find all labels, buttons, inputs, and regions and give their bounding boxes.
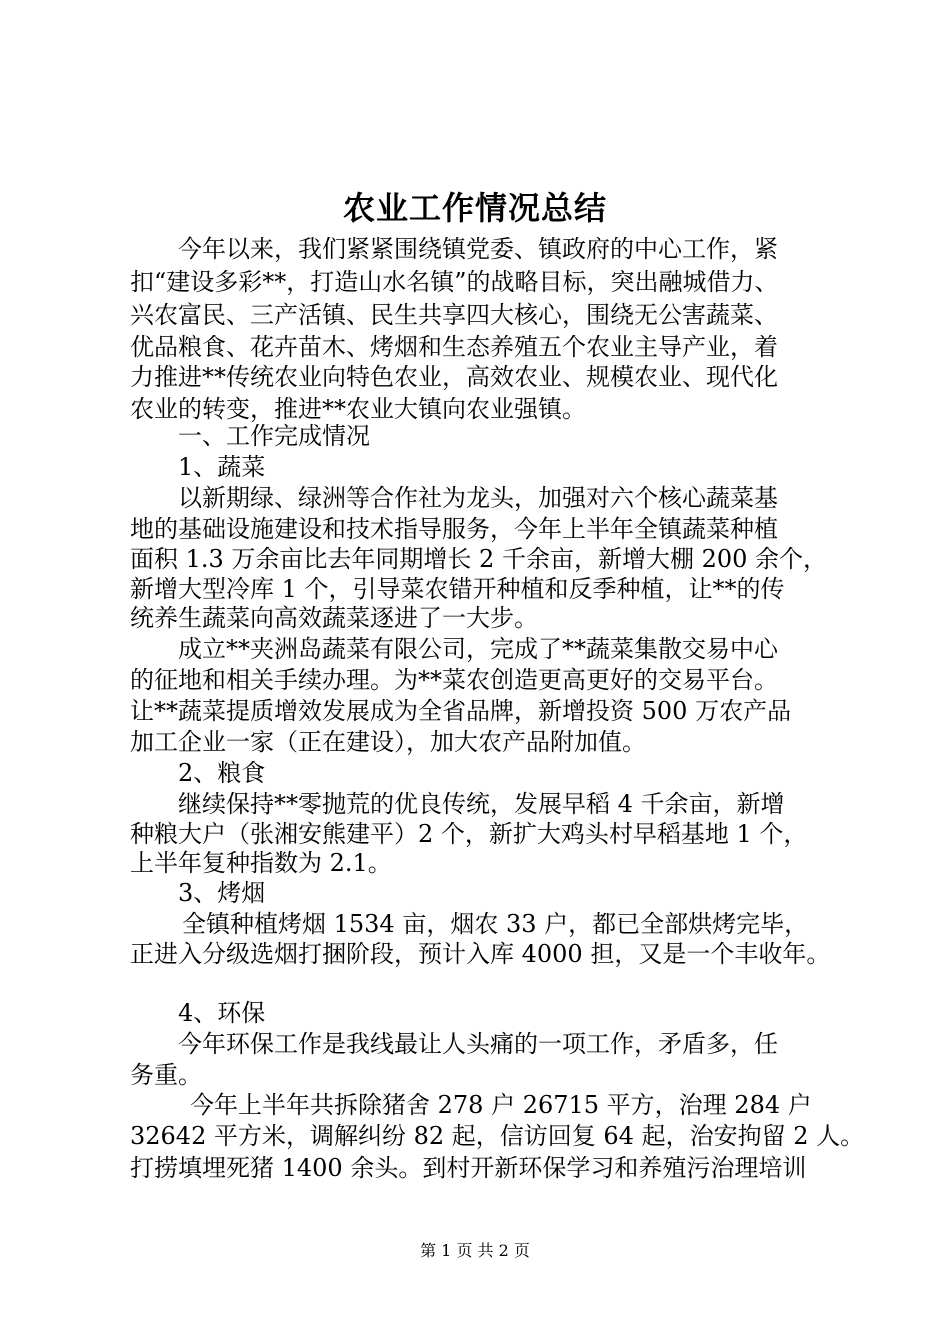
body-line: 加工企业一家（正在建设），加大农产品附加值。: [130, 728, 646, 756]
body-line: 继续保持**零抛荒的优良传统，发展早稻 4 千余亩，新增: [178, 790, 785, 818]
body-line: 兴农富民、三产活镇、民生共享四大核心，围绕无公害蔬菜、: [130, 301, 778, 329]
body-line: 的征地和相关手续办理。为**菜农创造更高更好的交易平台。: [130, 666, 778, 694]
body-line: 以新期绿、绿洲等合作社为龙头，加强对六个核心蔬菜基: [178, 484, 778, 512]
body-line: 今年环保工作是我线最让人头痛的一项工作，矛盾多，任: [178, 1030, 778, 1058]
section-heading: 一、工作完成情况: [178, 422, 370, 450]
document-title: 农业工作情况总结: [342, 189, 607, 227]
body-line: 优品粮食、花卉苗木、烤烟和生态养殖五个农业主导产业，着: [130, 333, 778, 361]
subsection-heading: 3、烤烟: [178, 879, 266, 907]
subsection-heading: 2、粮食: [178, 759, 266, 787]
body-line: 务重。: [130, 1061, 202, 1089]
body-line: 扣“建设多彩**，打造山水名镇”的战略目标，突出融城借力、: [130, 268, 779, 296]
body-line: 农业的转变，推进**农业大镇向农业强镇。: [130, 395, 586, 423]
body-line: 正进入分级选烟打捆阶段，预计入库 4000 担，又是一个丰收年。: [130, 940, 831, 968]
page-number: 第 1 页 共 2 页: [420, 1241, 530, 1260]
body-line: 地的基础设施建设和技术指导服务，今年上半年全镇蔬菜种植: [130, 515, 778, 543]
body-line: 面积 1.3 万余亩比去年同期增长 2 千余亩，新增大棚 200 余个，: [130, 545, 828, 573]
body-line: 今年以来，我们紧紧围绕镇党委、镇政府的中心工作，紧: [178, 235, 778, 263]
body-line: 今年上半年共拆除猪舍 278 户 26715 平方，治理 284 户: [190, 1091, 812, 1119]
subsection-heading: 4、环保: [178, 999, 266, 1027]
body-line: 统养生蔬菜向高效蔬菜逐进了一大步。: [130, 604, 538, 632]
body-line: 全镇种植烤烟 1534 亩，烟农 33 户，都已全部烘烤完毕，: [182, 910, 809, 938]
body-line: 32642 平方米，调解纠纷 82 起，信访回复 64 起，治安拘留 2 人。: [130, 1122, 865, 1150]
subsection-heading: 1、蔬菜: [178, 453, 266, 481]
body-line: 力推进**传统农业向特色农业，高效农业、规模农业、现代化: [130, 363, 778, 391]
body-line: 让**蔬菜提质增效发展成为全省品牌，新增投资 500 万农产品: [130, 697, 792, 725]
body-line: 新增大型冷库 1 个，引导菜农错开种植和反季种植，让**的传: [130, 575, 785, 603]
body-line: 成立**夹洲岛蔬菜有限公司，完成了**蔬菜集散交易中心: [178, 635, 778, 663]
body-line: 种粮大户（张湘安熊建平）2 个，新扩大鸡头村早稻基地 1 个，: [130, 820, 808, 848]
body-line: 打捞填埋死猪 1400 余头。到村开新环保学习和养殖污治理培训: [130, 1154, 807, 1182]
body-line: 上半年复种指数为 2.1。: [130, 849, 392, 877]
